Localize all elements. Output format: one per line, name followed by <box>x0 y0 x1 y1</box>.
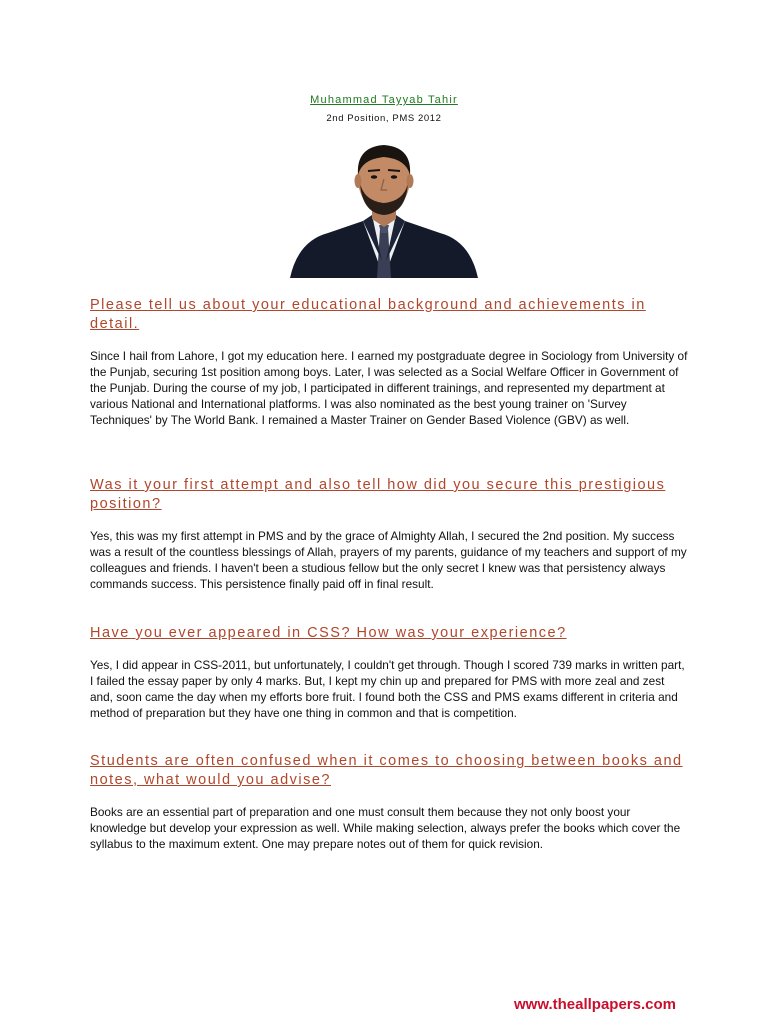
question-heading: Please tell us about your educational background and achievements in detail. <box>90 297 646 332</box>
question-heading: Students are often confused when it comes to choosing between books and notes, what would you advise? <box>90 753 683 788</box>
qa-section-2 <box>90 476 690 592</box>
author-subtitle: 2nd Position, PMS 2012 <box>326 113 442 124</box>
answer-paragraph: Yes, I did appear in CSS-2011, but unfortunately, I couldn't get through. Though I scored 739 marks in written part, I failed the essay paper by only 4 marks. But, I kept my chin up and prepared for PMS with more zeal and zest and, soon came the day when my efforts bore fruit. I found both the CSS and PMS exams different in criteria and method of preparation but they have one thing in common and that is competition. <box>90 658 685 720</box>
answer-paragraph: Yes, this was my first attempt in PMS and by the grace of Almighty Allah, I secured the 2nd position. My success was a result of the countless blessings of Allah, prayers of my parents, guidance of my teachers and support of my colleagues and friends. I haven't been a studious fellow but the only secret I knew was that persistency always commands success. This persistence finally paid off in final result. <box>90 529 687 591</box>
author-name: Muhammad Tayyab Tahir <box>310 94 458 106</box>
question-heading: Was it your first attempt and also tell how did you secure this prestigious position? <box>90 477 666 512</box>
answer-paragraph: Since I hail from Lahore, I got my education here. I earned my postgraduate degree in Sociology from University of the Punjab, securing 1st position among boys. Later, I was selected as a Social Welfare Officer in Government of the Punjab. During the course of my job, I participated in different trainings, and represented my department at various National and International platforms. I was also nominated as the best young trainer on 'Survey Techniques' by The World Bank. I remained a Master Trainer on Gender Based Violence (GBV) as well. <box>90 349 688 427</box>
qa-section-1 <box>90 296 690 428</box>
footer-website-link[interactable]: www.theallpapers.com <box>514 996 676 1013</box>
qa-section-3 <box>90 624 690 721</box>
portrait-photo <box>288 141 480 278</box>
answer-paragraph: Books are an essential part of preparation and one must consult them because they not only boost your knowledge but develop your expression as well. While making selection, always prefer the books which cover the syllabus to the maximum extent. One may prepare notes out of them for quick revision. <box>90 805 681 851</box>
question-heading: Have you ever appeared in CSS? How was your experience? <box>90 625 567 641</box>
qa-section-4 <box>90 752 690 852</box>
